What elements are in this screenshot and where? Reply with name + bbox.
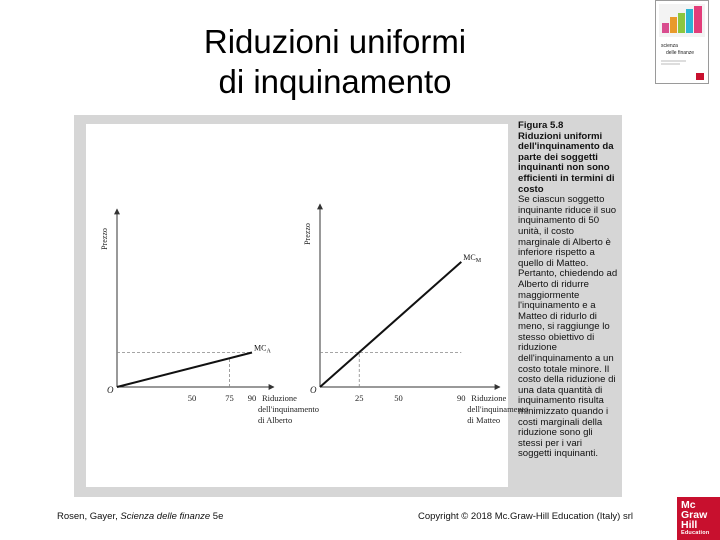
figure-panel [74,115,622,497]
chart1-x-tick-label: 50 [187,393,197,403]
chart2-x-axis-label-line3: di Matteo [467,415,501,425]
footer-book-title: Scienza delle finanze [120,511,211,522]
figure-caption-text: Se ciascun soggetto inquinante riduce il suo inquinamento di 50 unità, il costo marginale di Alberto è inferiore rispetto a quello di Matteo. Pertanto, chiedendo ad Alberto di ridurre maggiormente l'inquinamento e a Matteo di ridurlo di meno, si raggiunge lo stesso obiettivo di riduzione dell'inquinamento a un costo totale minore. Il costo della riduzione di una data quantità di inquinamento risulta minimizzato quando i costi marginali della riduzione sono gli stessi per i vari soggetti inquinanti. [518,194,618,460]
chart2-x-tick-label: 25 [355,393,364,403]
chart2-x-axis-label-line1: Riduzione [471,393,507,403]
figure-label: Figura 5.8 [518,120,564,131]
chart1-x-axis-label-line2: dell'inquinamento [258,404,320,414]
chart2-x-axis-label-line2: dell'inquinamento [467,404,529,414]
chart2-origin-label: O [310,385,317,395]
chart2-x-tick-label: 90 [457,393,466,403]
chart1-x-tick-label: 90 [247,393,257,403]
chart2-series-label: $MC_M$ [463,252,482,264]
figure-caption [518,121,618,460]
chart1-origin-label: O [107,385,114,395]
mcgraw-hill-logo [677,497,720,540]
footer-authors: Rosen, Gayer, [57,511,121,522]
logo-line3: Hill [681,519,698,531]
slide-title [150,22,520,102]
chart1-x-axis-label-line1: Riduzione [262,393,297,403]
chart1-x-axis-label-line3: di Alberto [258,415,293,425]
footer-copyright: Copyright © 2018 Mc.Graw-Hill Education (Italy) srl [418,511,634,522]
chart1-y-axis-label: Prezzo [100,228,109,250]
book-cover-thumbnail [655,0,709,84]
chart2-y-axis-label: Prezzo [303,223,312,245]
chart1-series-line [117,353,252,387]
logo-line2: Graw [681,509,708,521]
slide-title-line2: di inquinamento [218,63,452,100]
slide-title-line1: Riduzioni uniformi [203,23,467,60]
footer-book-credit [57,511,223,522]
logo-line1: Mc [681,499,696,511]
figure-caption-title: Riduzioni uniformi dell'inquinamento da parte dei soggetti inquinanti non sono efficienti in termini di costo [518,130,615,195]
footer-edition: 5e [210,511,224,522]
chart1-x-tick-label: 75 [225,393,234,403]
chart1-series-label: $MC_A$ [254,343,271,355]
chart-area [86,124,529,487]
book-cover-title2: delle finanze [666,50,695,56]
chart2-series-line [320,262,461,387]
charts-svg [86,124,529,487]
book-cover-title1: scienza [661,43,678,49]
logo-line4: Education [681,530,710,536]
chart2-x-tick-label: 50 [394,393,403,403]
